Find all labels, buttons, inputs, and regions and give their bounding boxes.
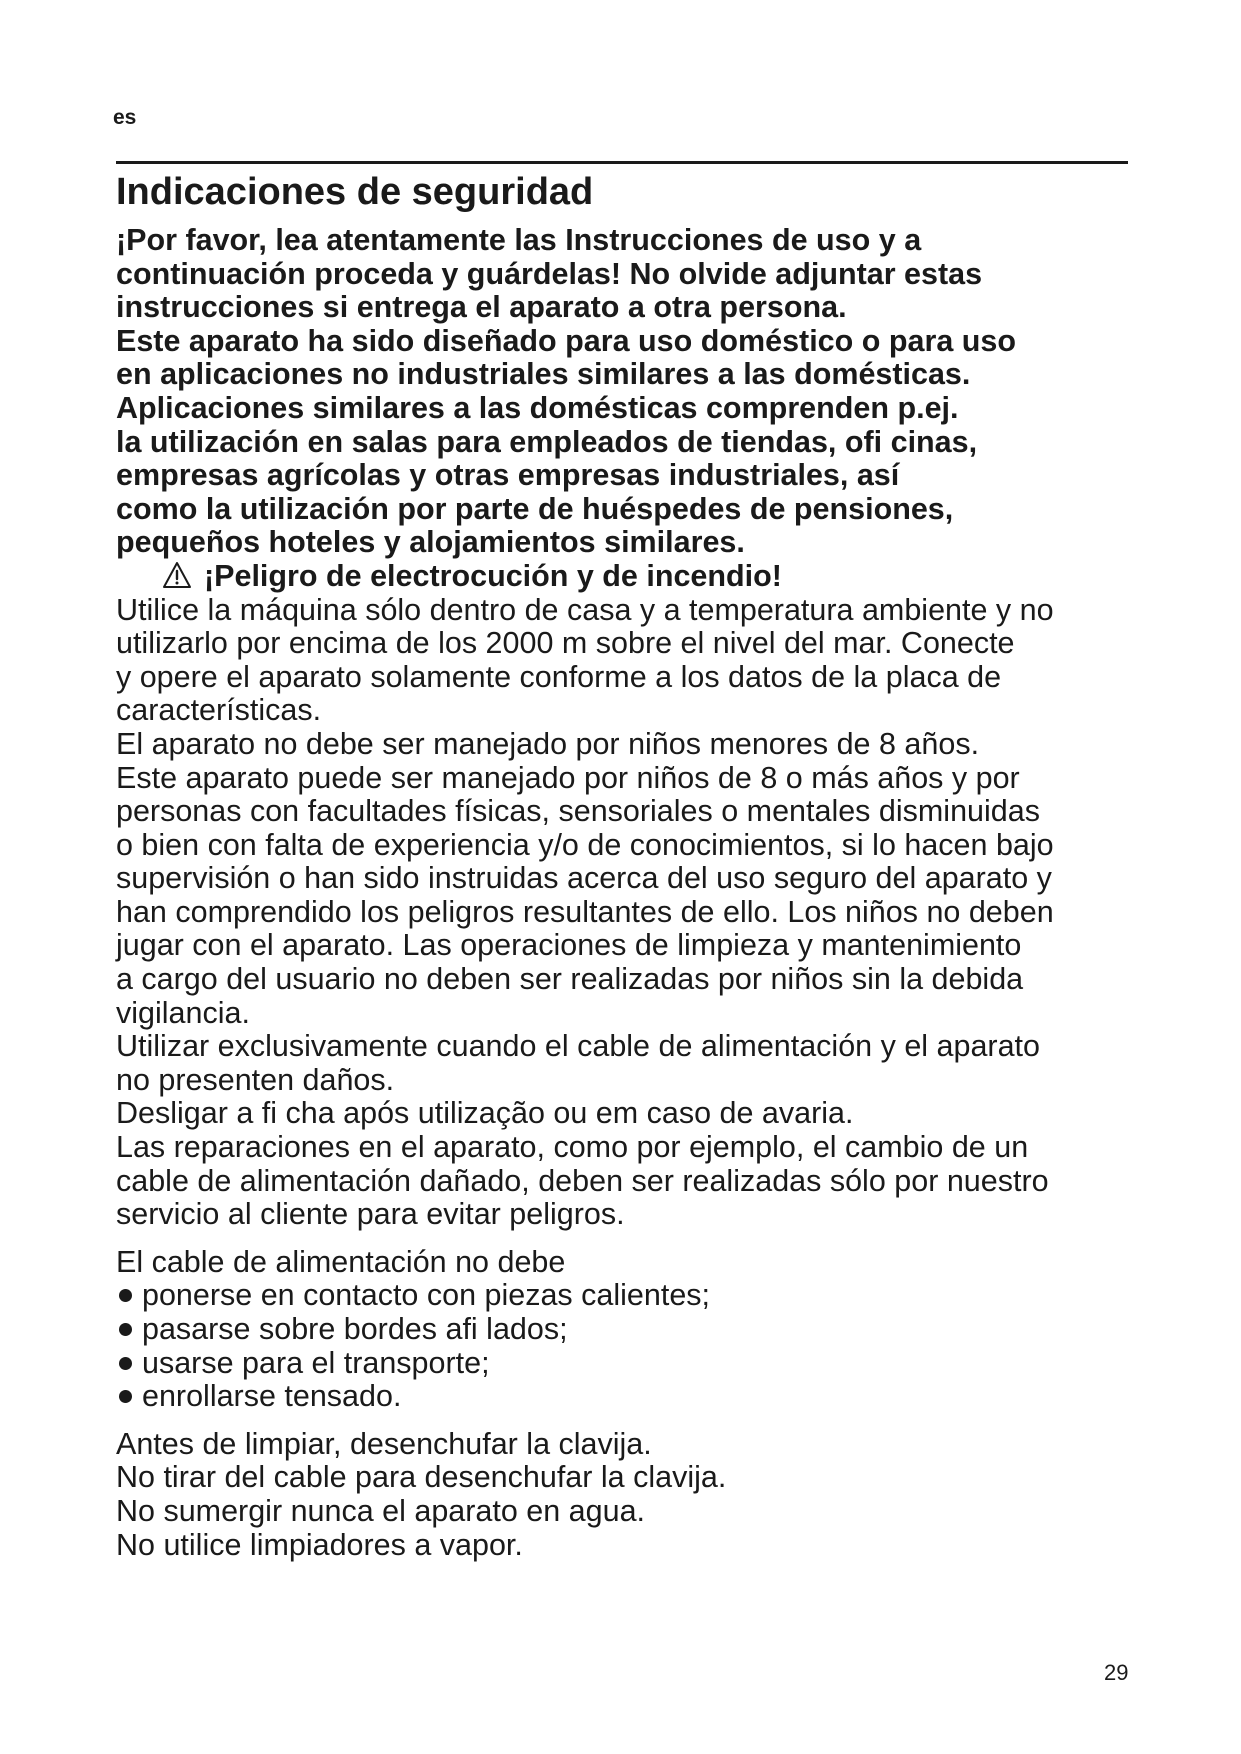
language-code: es bbox=[113, 106, 137, 129]
closing-line: No sumergir nunca el aparato en agua. bbox=[116, 1493, 645, 1528]
intro-paragraph bbox=[116, 224, 1136, 560]
intro-line: empresas agrícolas y otras empresas industriales, así bbox=[116, 458, 900, 493]
cable-section bbox=[116, 1246, 1136, 1414]
body-line: servicio al cliente para evitar peligros. bbox=[116, 1197, 625, 1232]
intro-line: como la utilización por parte de huéspedes de pensiones, bbox=[116, 491, 954, 526]
intro-line: instrucciones si entrega el aparato a otra persona. bbox=[116, 290, 847, 325]
body-line: o bien con falta de experiencia y/o de conocimientos, si lo hacen bajo bbox=[116, 827, 1054, 862]
spacer bbox=[116, 1232, 1136, 1246]
bullet-icon bbox=[119, 1390, 132, 1403]
body-line: personas con facultades físicas, sensoriales o mentales disminuidas bbox=[116, 794, 1040, 829]
closing-line: No utilice limpiadores a vapor. bbox=[116, 1527, 523, 1562]
warning-triangle-icon bbox=[162, 561, 192, 589]
list-item: usarse para el transporte; bbox=[116, 1347, 1136, 1381]
body-line: jugar con el aparato. Las operaciones de limpieza y mantenimiento bbox=[116, 928, 1022, 963]
body-line: a cargo del usuario no deben ser realizadas por niños sin la debida bbox=[116, 962, 1024, 997]
intro-line: pequeños hoteles y alojamientos similares. bbox=[116, 525, 745, 560]
bullet-icon bbox=[119, 1357, 132, 1370]
body-paragraph bbox=[116, 594, 1136, 1232]
intro-line: Aplicaciones similares a las domésticas comprenden p.ej. bbox=[116, 390, 959, 425]
warning-heading bbox=[116, 560, 1136, 594]
body-line: supervisión o han sido instruidas acerca del uso seguro del aparato y bbox=[116, 861, 1052, 896]
bullet-icon bbox=[119, 1323, 132, 1336]
body-line: cable de alimentación dañado, deben ser realizadas sólo por nuestro bbox=[116, 1163, 1049, 1198]
body-line: han comprendido los peligros resultantes de ello. Los niños no deben bbox=[116, 894, 1054, 929]
body-line: Las reparaciones en el aparato, como por ejemplo, el cambio de un bbox=[116, 1130, 1029, 1165]
intro-line: Este aparato ha sido diseñado para uso doméstico o para uso bbox=[116, 323, 1016, 358]
body-line: utilizarlo por encima de los 2000 m sobre el nivel del mar. Conecte bbox=[116, 626, 1015, 661]
body-line: Utilizar exclusivamente cuando el cable de alimentación y el aparato bbox=[116, 1029, 1040, 1064]
page-number: 29 bbox=[1104, 1660, 1129, 1685]
header-rule bbox=[116, 161, 1128, 164]
body-line: no presenten daños. bbox=[116, 1062, 395, 1097]
list-item: ponerse en contacto con piezas calientes; bbox=[116, 1279, 1136, 1313]
body-line: Este aparato puede ser manejado por niños de 8 o más años y por bbox=[116, 760, 1020, 795]
body-line: características. bbox=[116, 693, 322, 728]
intro-line: ¡Por favor, lea atentamente las Instrucciones de uso y a bbox=[116, 223, 922, 257]
closing-line: No tirar del cable para desenchufar la clavija. bbox=[116, 1460, 727, 1495]
closing-line: Antes de limpiar, desenchufar la clavija. bbox=[116, 1426, 652, 1461]
body-line: Utilice la máquina sólo dentro de casa y a temperatura ambiente y no bbox=[116, 592, 1054, 627]
safety-content bbox=[116, 224, 1136, 1562]
warning-heading-text: ¡Peligro de electrocución y de incendio! bbox=[204, 558, 782, 593]
body-line: y opere el aparato solamente conforme a los datos de la placa de bbox=[116, 659, 1002, 694]
list-item: pasarse sobre bordes afi lados; bbox=[116, 1313, 1136, 1347]
body-line: El aparato no debe ser manejado por niños menores de 8 años. bbox=[116, 726, 980, 761]
cable-intro: El cable de alimentación no debe bbox=[116, 1244, 566, 1279]
intro-line: la utilización en salas para empleados de tiendas, ofi cinas, bbox=[116, 424, 978, 459]
intro-line: continuación proceda y guárdelas! No olvide adjuntar estas bbox=[116, 256, 983, 291]
list-item: enrollarse tensado. bbox=[116, 1380, 1136, 1414]
closing-section bbox=[116, 1428, 1136, 1562]
bullet-icon bbox=[119, 1289, 132, 1302]
page-title: Indicaciones de seguridad bbox=[116, 171, 594, 213]
intro-line: en aplicaciones no industriales similares a las domésticas. bbox=[116, 357, 971, 392]
body-line: Desligar a fi cha após utilização ou em caso de avaria. bbox=[116, 1096, 854, 1131]
spacer bbox=[116, 1414, 1136, 1428]
body-line: vigilancia. bbox=[116, 995, 250, 1030]
